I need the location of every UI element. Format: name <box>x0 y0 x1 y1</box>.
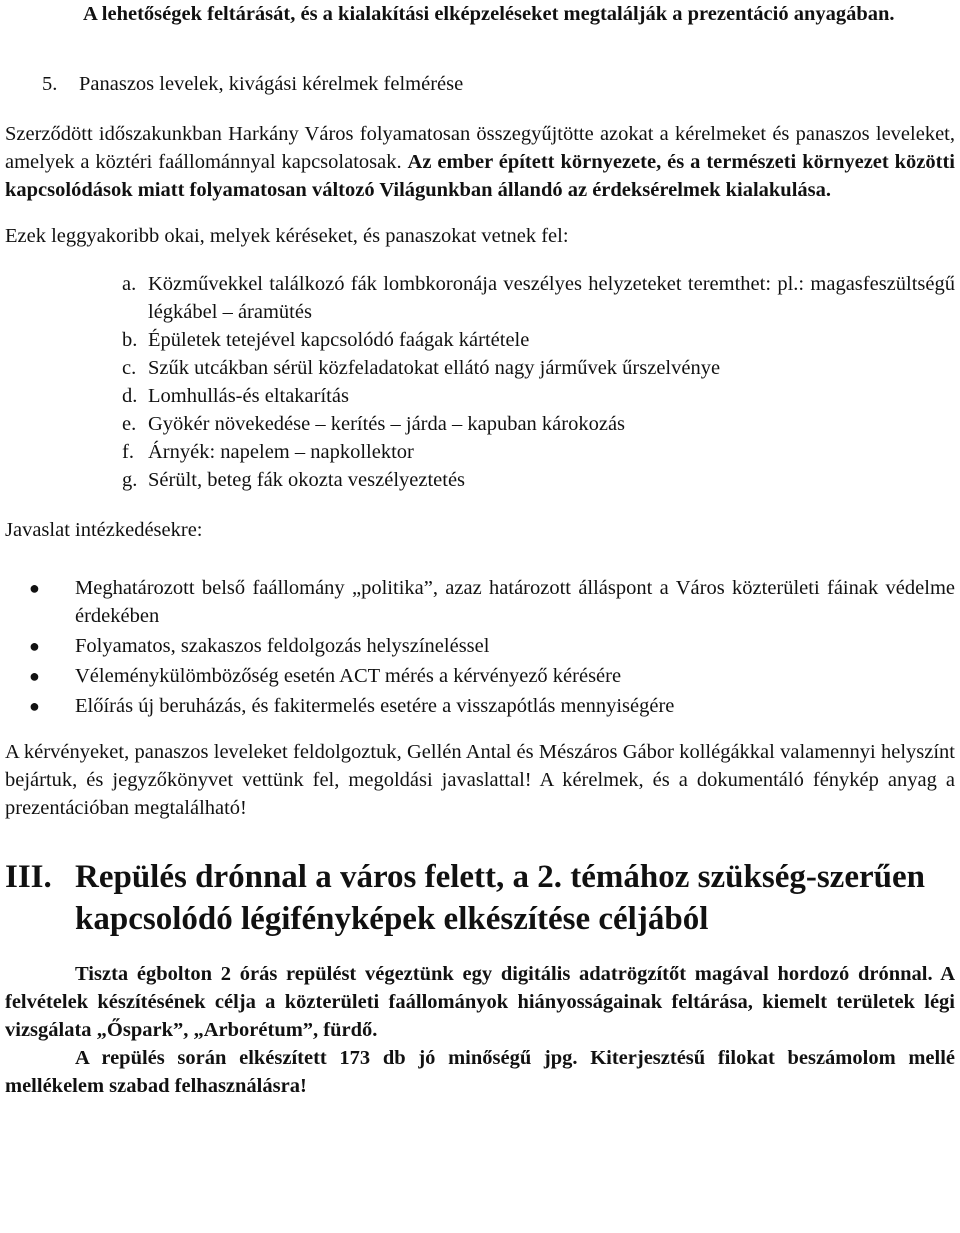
paragraph-3: A kérvényeket, panaszos leveleket feldolgoztuk, Gellén Antal és Mészáros Gábor kollégákkal valamennyi helyszínt bejártuk, és jegyzőkönyvet vettünk fel, megoldási javaslattal! A kérelmek, és a dokumentáló fénykép anyag a prezentációban megtalálható! <box>5 741 955 819</box>
list-item-text: Véleménykülömbözőség esetén ACT mérés a kérvényező kérésére <box>75 665 622 687</box>
list-item <box>122 438 955 466</box>
paragraph-1 <box>5 120 955 204</box>
section-3-heading <box>5 856 955 940</box>
javaslat-heading: Javaslat intézkedésekre: <box>5 519 203 541</box>
list-item <box>122 354 955 382</box>
list-marker: d. <box>122 385 138 407</box>
list-item-text: Gyökér növekedése – kerítés – járda – kapuban károkozás <box>148 413 626 435</box>
list-item-text: Folyamatos, szakaszos feldolgozás helyszíneléssel <box>75 635 490 657</box>
intro-paragraph: A lehetőségek feltárását, és a kialakítási elképzeléseket megtalálják a prezentáció anyagában. <box>83 3 895 25</box>
list-item <box>122 270 955 326</box>
bullet-icon: ● <box>29 636 40 656</box>
list-marker: a. <box>122 273 137 295</box>
bullet-icon: ● <box>29 696 40 716</box>
list-item <box>29 574 955 630</box>
list-marker: f. <box>122 441 134 463</box>
list-item <box>122 326 955 354</box>
list-item-text: Előírás új beruházás, és fakitermelés esetére a visszapótlás mennyiségére <box>75 695 675 717</box>
list-item-text: Szűk utcákban sérül közfeladatokat ellátó nagy járművek űrszelvénye <box>148 357 721 379</box>
list-item <box>122 382 955 410</box>
list-item <box>122 410 955 438</box>
paragraph-1-bold: Az ember épített környezete, és a természeti környezet közötti kapcsolódások miatt folyamatosan változó Világunkban állandó az érdeksérelmek kialakulása. <box>5 151 956 201</box>
list-marker: e. <box>122 413 137 435</box>
section-5-title: Panaszos levelek, kivágási kérelmek felmérése <box>79 73 464 95</box>
bullet-icon: ● <box>29 578 40 598</box>
list-item <box>29 662 955 690</box>
paragraph-5: A repülés során elkészített 173 db jó minőségű jpg. Kiterjesztésű filokat beszámolom mellé mellékelem szabad felhasználásra! <box>5 1047 955 1097</box>
paragraph-2: Ezek leggyakoribb okai, melyek kéréseket, és panaszokat vetnek fel: <box>5 225 569 247</box>
list-item <box>29 632 955 660</box>
document-page <box>5 0 955 1100</box>
list-item-text: Sérült, beteg fák okozta veszélyeztetés <box>148 469 466 491</box>
list-marker: g. <box>122 469 138 491</box>
list-marker: b. <box>122 329 138 351</box>
list-item <box>122 466 955 494</box>
list-item <box>29 692 955 720</box>
paragraph-4: Tiszta égbolton 2 órás repülést végeztünk egy digitális adatrögzítőt magával hordozó drónnal. A felvételek készítésének célja a közterületi faállományok hiányosságainak feltárása, kiemelt területek légi vizsgálata „Őspark”, „Arborétum”, fürdő. <box>5 963 955 1041</box>
proposals-list <box>5 574 955 720</box>
reasons-list <box>5 270 955 494</box>
list-item-text: Épületek tetejével kapcsolódó faágak kártétele <box>148 329 530 351</box>
list-item-text: Meghatározott belső faállomány „politika”, azaz határozott álláspont a Város közterületi fáinak védelme érdekében <box>75 577 955 627</box>
section-5-heading <box>5 70 955 98</box>
paragraph-1-regular: Szerződött időszakunkban Harkány Város folyamatosan összegyűjtötte azokat a kérelmeket és panaszos leveleket, amelyek a köztéri faállománnyal kapcsolatosak. <box>5 123 955 173</box>
list-item-text: Lomhullás-és eltakarítás <box>148 385 349 407</box>
list-marker: c. <box>122 357 137 379</box>
section-3-title: Repülés drónnal a város felett, a 2. témához szükség-szerűen kapcsolódó légifényképek elkészítése céljából <box>75 859 925 937</box>
section-3-number: III. <box>5 859 52 895</box>
list-item-text: Közművekkel találkozó fák lombkoronája veszélyes helyzeteket teremthet: pl.: magasfeszültségű légkábel – áramütés <box>148 273 955 323</box>
bullet-icon: ● <box>29 666 40 686</box>
section-5-number: 5. <box>42 73 58 95</box>
list-item-text: Árnyék: napelem – napkollektor <box>148 441 414 463</box>
